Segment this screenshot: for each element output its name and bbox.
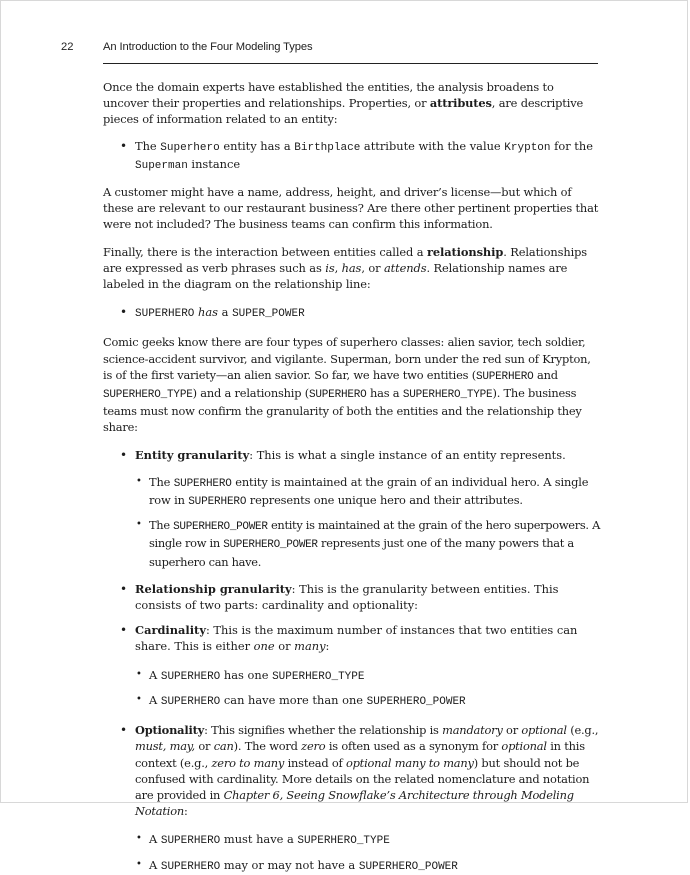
bullet: •: [120, 723, 127, 738]
paragraph-relationship: Finally, there is the interaction between entities called a relationship. Relationships are expressed as verb phrases such as is, has, or attends. Relationship names are labeled in the diagram on the relationship line:: [103, 244, 588, 292]
page-number: 22: [61, 41, 74, 53]
list-item-optionality: • Optionality: This signifies whether the relationship is mandatory or optional (e.g., must, may, or can). The word zero is often used as a synonym for optional in this context (e.g., zero to many instead of optional many to many) but should not be confused with cardinality. More details on the related nomenclature and notation are provided in Chapter 6, Seeing Snowflake’s Architecture through Modeling Notation:: [120, 723, 599, 819]
list-item: • SUPERHERO has a SUPER_POWER: [120, 305, 305, 321]
header-rule: [103, 63, 598, 64]
page-header: [1, 39, 690, 59]
sub-list-item: • The SUPERHERO entity is maintained at the grain of an individual hero. A single row in SUPERHERO represents one unique hero and their attributes.: [136, 474, 589, 509]
sub-list-item: • A SUPERHERO may or may not have a SUPERHERO_POWER: [136, 857, 458, 873]
sub-bullet: •: [136, 475, 142, 487]
bullet: •: [120, 623, 128, 638]
running-title: An Introduction to the Four Modeling Types: [103, 41, 313, 53]
body-text: [103, 79, 600, 875]
sub-bullet: •: [136, 858, 142, 870]
sub-list-item: • A SUPERHERO can have more than one SUPERHERO_POWER: [136, 692, 466, 708]
sub-bullet: •: [136, 519, 142, 531]
sub-list-item: • A SUPERHERO must have a SUPERHERO_TYPE: [136, 832, 390, 848]
sub-list-item: • The SUPERHERO_POWER entity is maintained at the grain of the hero superpowers. A single row in SUPERHERO_POWER represents just one of the many powers that a superhero can have.: [136, 518, 600, 569]
term-attributes: attributes: [429, 96, 492, 111]
bullet: •: [120, 138, 128, 153]
bullet: •: [120, 581, 128, 596]
list-item-relationship-granularity: • Relationship granularity: This is the granularity between entities. This consists of two parts: cardinality and optionality:: [120, 581, 559, 613]
sub-list-item: • A SUPERHERO has one SUPERHERO_TYPE: [136, 667, 365, 683]
bullet: •: [120, 305, 128, 320]
list-item-cardinality: • Cardinality: This is the maximum number of instances that two entities can share. This is either one or many:: [120, 623, 578, 654]
list-item: • The Superhero entity has a Birthplace attribute with the value Krypton for the Superman instance: [120, 138, 593, 172]
paragraph-attributes: Once the domain experts have established the entities, the analysis broadens to uncover their properties and relationships. Properties, or attributes, are descriptive pieces of information related to an entity:: [103, 80, 584, 127]
sub-bullet: •: [136, 668, 142, 680]
list-item-entity-granularity: • Entity granularity: This is what a single instance of an entity represents.: [120, 447, 566, 462]
paragraph-comic-geeks: Comic geeks know there are four types of superhero classes: alien savior, tech soldier, science-accident survivor, and vigilante. Superman, born under the red sun of Krypton, is of the first variety—an alien savior. So far, we have two entities (SUPERHERO and SUPERHERO_TYPE) and a relationship (SUPERHERO has a SUPERHERO_TYPE). The business teams must now confirm the granularity of both the entities and the relationship they share:: [103, 335, 591, 435]
sub-bullet: •: [136, 693, 142, 705]
bullet: •: [120, 447, 128, 462]
term-relationship: relationship: [426, 244, 504, 259]
paragraph-customer: A customer might have a name, address, height, and driver’s license—but which of these are relevant to our restaurant business? Are there other pertinent properties that were not included? The business teams can confirm this information.: [103, 185, 599, 232]
sub-bullet: •: [136, 833, 142, 845]
